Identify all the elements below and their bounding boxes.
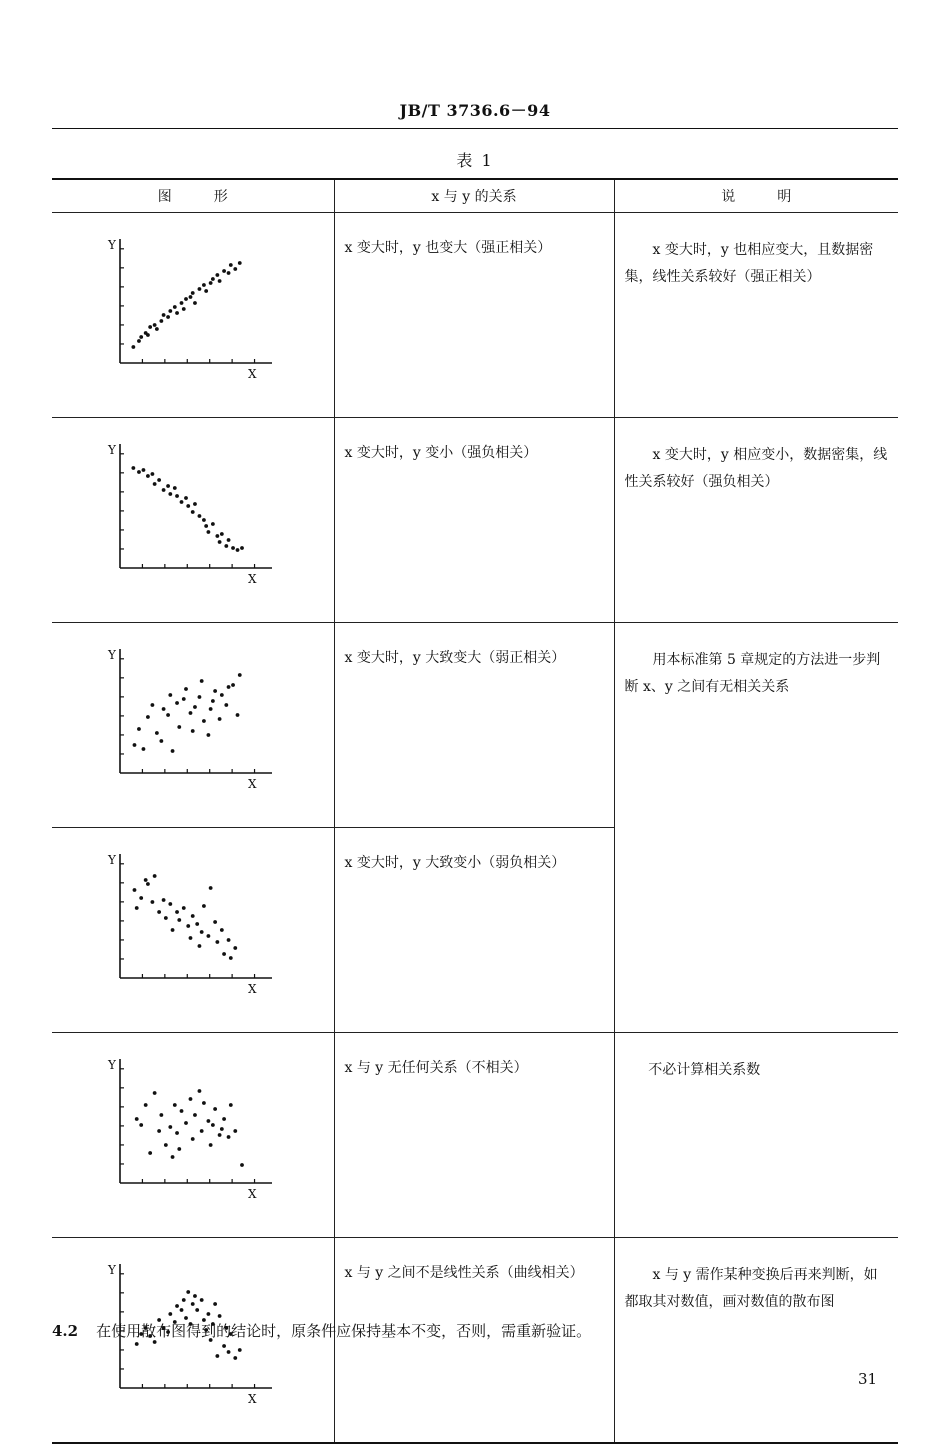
data-point [220,1127,224,1131]
x-axis-label: X [248,982,257,996]
data-point [189,936,193,940]
data-point [195,1308,199,1312]
scatter-plot [52,623,332,801]
data-point [213,920,217,924]
data-point [146,882,150,886]
relation-text: x 变大时，y 大致变小（弱负相关） [334,828,614,1033]
data-point [193,705,197,709]
data-point [171,1155,175,1159]
data-point [220,928,224,932]
header-explanation: 说 明 [614,179,898,213]
data-point [151,900,155,904]
data-point [171,928,175,932]
data-point [207,1312,211,1316]
table-header-row [52,179,898,213]
data-point [227,685,231,689]
data-point [159,1113,163,1117]
data-point [144,1103,148,1107]
data-point [236,548,240,552]
data-point [211,277,215,281]
data-point [233,1129,237,1133]
y-axis-label: Y [108,238,116,252]
data-point [238,673,242,677]
data-point [202,518,206,522]
data-point [211,1123,215,1127]
data-point [238,1348,242,1352]
table-row [52,213,898,418]
data-point [186,1290,190,1294]
data-point [204,289,208,293]
data-point [162,313,166,317]
data-point [202,283,206,287]
data-point [207,733,211,737]
header-figure: 图 形 [52,179,334,213]
y-axis-label: Y [108,853,116,867]
data-point [186,924,190,928]
data-point [191,914,195,918]
data-point [157,478,161,482]
table-caption: 表 1 [456,151,494,170]
explanation-text: x 与 y 需作某种变换后再来判断，如都取其对数值，画对数值的散布图 [614,1238,898,1444]
data-point [173,1103,177,1107]
data-point [137,339,141,343]
table-row [52,623,898,828]
data-point [191,729,195,733]
scatter-cell [52,1033,334,1238]
data-point [137,470,141,474]
data-point [209,281,213,285]
data-point [151,472,155,476]
y-axis-label: Y [108,648,116,662]
y-axis-label: Y [108,1058,116,1072]
data-point [200,930,204,934]
data-point [211,522,215,526]
data-point [218,717,222,721]
data-point [157,1129,161,1133]
data-point [222,952,226,956]
data-point [193,1113,197,1117]
data-point [218,279,222,283]
data-point [198,514,202,518]
header-rule [52,128,898,129]
data-point [211,699,215,703]
data-point [191,291,195,295]
scatter-cell [52,213,334,418]
data-point [202,1101,206,1105]
data-point [146,474,150,478]
data-point [233,946,237,950]
data-point [159,319,163,323]
data-point [218,1314,222,1318]
data-point [224,544,228,548]
data-point [171,749,175,753]
data-point [153,323,157,327]
scatter-cell [52,623,334,828]
data-point [222,1117,226,1121]
data-point [162,898,166,902]
data-point [229,263,233,267]
data-point [184,687,188,691]
data-point [162,488,166,492]
data-point [142,747,146,751]
data-point [177,918,181,922]
data-point [168,693,172,697]
scatter-cell [52,418,334,623]
relation-text: x 变大时，y 也变大（强正相关） [334,213,614,418]
data-point [168,1125,172,1129]
table-row [52,1033,898,1238]
data-point [146,333,150,337]
data-point [229,1103,233,1107]
data-point [146,715,150,719]
data-point [148,325,152,329]
data-point [195,922,199,926]
scatter-plot [52,213,332,391]
data-point [207,1119,211,1123]
data-point [215,273,219,277]
data-point [168,902,172,906]
correlation-table [52,178,898,1444]
data-point [182,307,186,311]
data-point [180,500,184,504]
data-point [222,269,226,273]
data-point [168,1312,172,1316]
data-point [175,1304,179,1308]
data-point [182,697,186,701]
explanation-text: 不必计算相关系数 [614,1033,898,1238]
data-point [222,1344,226,1348]
data-point [204,524,208,528]
data-point [193,301,197,305]
data-point [220,693,224,697]
data-point [177,725,181,729]
data-point [202,719,206,723]
data-point [200,1129,204,1133]
data-point [191,1137,195,1141]
data-point [236,713,240,717]
data-point [238,261,242,265]
data-point [233,1356,237,1360]
data-point [175,1131,179,1135]
clause-text: 在使用散布图得到的结论时，原条件应保持基本不变，否则，需重新验证。 [96,1322,592,1340]
data-point [184,297,188,301]
data-point [240,546,244,550]
data-point [227,271,231,275]
scatter-plot [52,418,332,596]
data-point [207,530,211,534]
data-point [240,1163,244,1167]
table-row [52,418,898,623]
data-point [144,878,148,882]
data-point [131,466,135,470]
data-point [131,345,135,349]
explanation-text: x 变大时，y 也相应变大，且数据密集，线性关系较好（强正相关） [614,213,898,418]
data-point [191,510,195,514]
data-point [151,703,155,707]
page-number: 31 [858,1370,878,1388]
data-point [229,956,233,960]
scatter-plot [52,828,332,1006]
data-point [198,944,202,948]
data-point [207,934,211,938]
y-axis-label: Y [108,443,116,457]
data-point [175,494,179,498]
data-point [198,1089,202,1093]
data-point [180,1109,184,1113]
data-point [135,1117,139,1121]
explanation-text: 用本标准第 5 章规定的方法进一步判断 x、y 之间有无相关关系 [614,623,898,1033]
data-point [213,1107,217,1111]
data-point [148,1151,152,1155]
data-point [153,482,157,486]
header-relation: x 与 y 的关系 [334,179,614,213]
data-point [215,940,219,944]
data-point [139,1123,143,1127]
data-point [166,315,170,319]
scatter-plot [52,1033,332,1211]
data-point [227,538,231,542]
data-point [191,1302,195,1306]
data-point [153,1091,157,1095]
x-axis-label: X [248,777,257,791]
data-point [200,1298,204,1302]
x-axis-label: X [248,367,257,381]
scatter-cell [52,828,334,1033]
data-point [189,1097,193,1101]
data-point [166,713,170,717]
data-point [231,546,235,550]
data-point [155,327,159,331]
data-point [175,910,179,914]
data-point [182,1298,186,1302]
relation-text: x 变大时，y 变小（强负相关） [334,418,614,623]
relation-text: x 与 y 之间不是线性关系（曲线相关） [334,1238,614,1444]
data-point [168,309,172,313]
data-point [164,916,168,920]
data-point [200,679,204,683]
data-point [209,886,213,890]
data-point [215,1354,219,1358]
data-point [162,707,166,711]
data-point [139,896,143,900]
data-point [231,683,235,687]
data-point [184,1121,188,1125]
data-point [139,335,143,339]
data-point [213,689,217,693]
data-point [164,1143,168,1147]
data-point [198,287,202,291]
data-point [180,1308,184,1312]
data-point [184,496,188,500]
data-point [202,904,206,908]
data-point [193,1294,197,1298]
data-point [227,1135,231,1139]
data-point [180,301,184,305]
data-point [142,468,146,472]
relation-text: x 变大时，y 大致变大（弱正相关） [334,623,614,828]
data-point [168,492,172,496]
data-point [157,910,161,914]
data-point [137,727,141,731]
data-point [224,703,228,707]
x-axis-label: X [248,572,257,586]
data-point [198,695,202,699]
data-point [218,540,222,544]
data-point [177,1147,181,1151]
clause-number: 4.2 [52,1322,79,1340]
explanation-text: x 变大时，y 相应变小，数据密集，线性关系较好（强负相关） [614,418,898,623]
data-point [135,1342,139,1346]
data-point [153,874,157,878]
data-point [166,484,170,488]
data-point [175,311,179,315]
data-point [220,532,224,536]
data-point [175,701,179,705]
data-point [213,1302,217,1306]
data-point [227,1350,231,1354]
data-point [218,1133,222,1137]
document-code: JB/T 3736.6－94 [399,101,551,120]
data-point [186,504,190,508]
data-point [193,502,197,506]
data-point [135,906,139,910]
data-point [209,1143,213,1147]
x-axis-label: X [248,1392,257,1406]
data-point [227,938,231,942]
data-point [215,534,219,538]
clause-4-2 [52,1320,591,1341]
data-point [189,711,193,715]
relation-text: x 与 y 无任何关系（不相关） [334,1033,614,1238]
data-point [182,906,186,910]
data-point [133,743,137,747]
data-point [133,888,137,892]
data-point [173,486,177,490]
data-point [159,739,163,743]
data-point [155,731,159,735]
x-axis-label: X [248,1187,257,1201]
data-point [173,305,177,309]
y-axis-label: Y [108,1263,116,1277]
data-point [189,295,193,299]
data-point [209,707,213,711]
data-point [233,267,237,271]
